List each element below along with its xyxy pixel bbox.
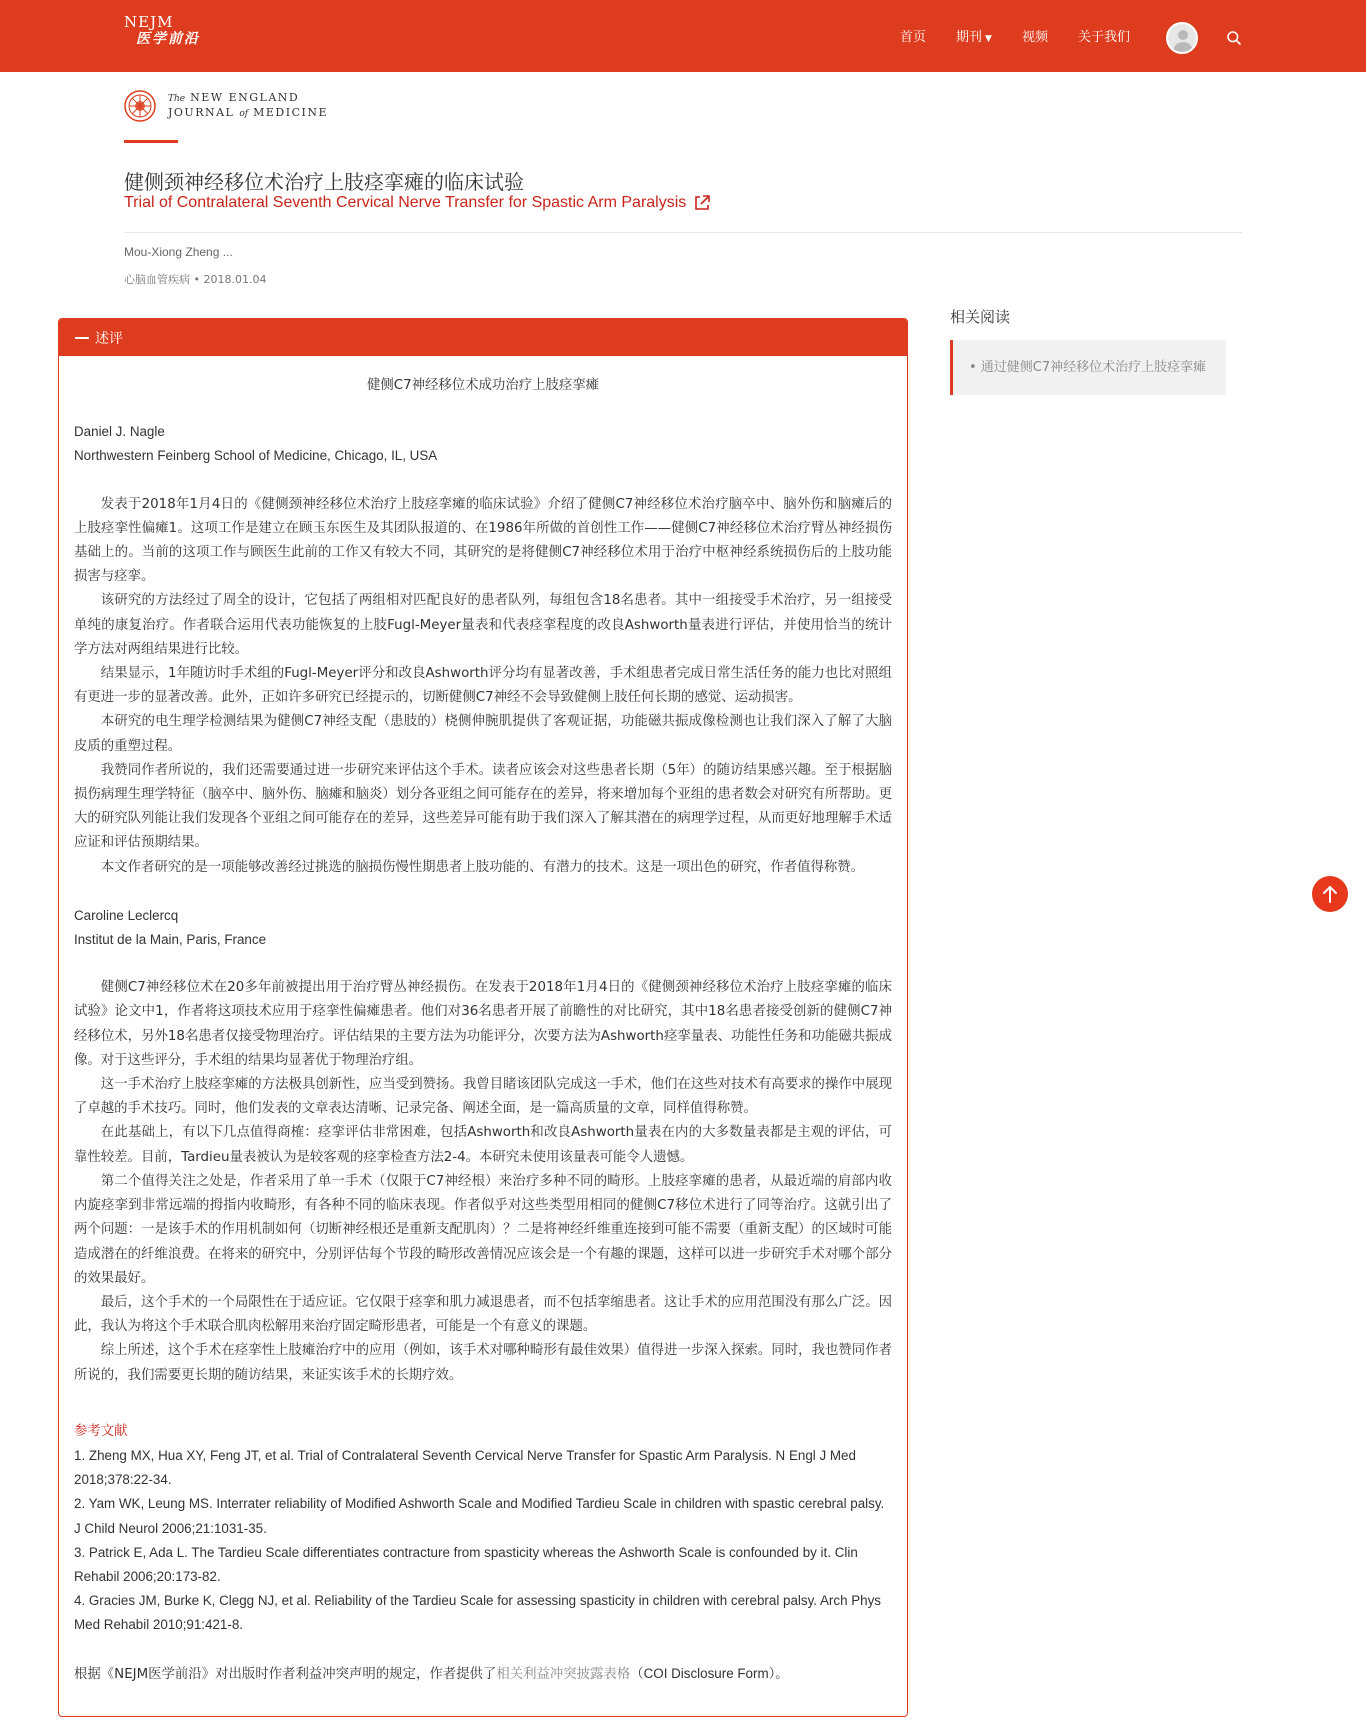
article-meta: 心脑血管疾病 • 2018.01.04 [124,273,267,286]
commentary1-paragraph: 结果显示，1年随访时手术组的Fugl-Meyer评分和改良Ashworth评分均有显著改善，手术组患者完成日常生活任务的能力也比对照组有更进一步的显著改善。此外，正如许多研究已经提示的，切断健侧C7神经不会导致健侧上肢任何长期的感觉、运动损害。 [74,666,892,706]
commentary1-paragraph: 本文作者研究的是一项能够改善经过挑选的脑损伤慢性期患者上肢功能的、有潜力的技术。这是一项出色的研究，作者值得称赞。 [100,859,865,875]
title-divider [124,232,1242,233]
journal-name [168,91,328,121]
spacer [74,880,892,904]
nejm-seal-icon [124,90,156,122]
nav-journal[interactable] [956,26,992,45]
nav-about[interactable]: 关于我们 [1077,30,1130,45]
related-reading-title: 相关阅读 [950,308,1011,326]
article-title-en: Trial of Contralateral Seventh Cervical Nerve Transfer for Spastic Arm Paralysis [124,194,687,211]
disclosure-suffix: （COI Disclosure Form）。 [630,1665,789,1681]
avatar-body-shape [1173,42,1193,54]
reference-item: 3. Patrick E, Ada L. The Tardieu Scale differentiates contracture from spasticity whereas the Ashworth Scale is confounded by it. Clin Rehabil 2006;20:173-82. [74,1544,858,1584]
commentary2-paragraph: 第二个值得关注之处是，作者采用了单一手术（仅限于C7神经根）来治疗多种不同的畸形。上肢痉挛瘫的患者，从最近端的肩部内收内旋痉挛到非常远端的拇指内收畸形，有各种不同的临床表现。作者似乎对这些类型用相同的健侧C7移位术进行了同等治疗。这就引出了两个问题：一是该手术的作用机制如何（切断神经根还是重新支配肌肉）？二是将神经纤维重连接到可能不需要（重新支配）的区域时可能造成潜在的纤维浪费。在将来的研究中，分别评估每个节段的畸形改善情况应该会是一个有趣的课题，这样可以进一步研究手术对哪个部分的效果最好。 [74,1173,892,1286]
nav-video[interactable]: 视频 [1021,30,1048,45]
panel-body [59,356,907,1687]
commentary-title: 健侧C7神经移位术成功治疗上肢痉挛瘫 [366,378,600,393]
commentator1-name: Daniel J. Nagle [74,424,165,440]
journal-line2a: JOURNAL [168,106,235,119]
commentary-panel [58,318,908,1717]
journal-brand [124,90,328,122]
reference-item: 1. Zheng MX, Hua XY, Feng JT, et al. Trial of Contralateral Seventh Cervical Nerve Transfer for Spastic Arm Paralysis. N Engl J Med 2018;378:22-34. [74,1447,856,1488]
reference-item: 2. Yam WK, Leung MS. Interrater reliability of Modified Ashworth Scale and Modified Tardieu Scale in children with spastic cerebral palsy. J Child Neurol 2006;21:1031-35. [74,1496,885,1536]
panel-header [59,319,907,356]
search-icon[interactable] [1226,30,1242,46]
article-authors: Mou-Xiong Zheng ... [124,245,233,259]
journal-line2b: MEDICINE [253,106,328,119]
journal-line1: NEW ENGLAND [190,91,300,104]
spacer [74,1638,892,1662]
journal-the: The [168,94,186,104]
commentator2-affiliation: Institut de la Main, Paris, France [74,932,267,948]
back-to-top-button[interactable] [1312,876,1348,912]
commentary1-paragraph: 该研究的方法经过了周全的设计，它包括了两组相对匹配良好的患者队列，每组包含18名患者。其中一组接受手术治疗，另一组接受单纯的康复治疗。作者联合运用代表功能恢复的上肢Fugl-Meyer量表和代表痉挛程度的改良Ashworth量表进行评估，并使用恰当的统计学方法对两组结果进行比较。 [74,593,892,657]
commentator2-name: Caroline Leclercq [74,907,179,923]
related-reading-item[interactable]: • 通过健侧C7神经移位术治疗上肢痉挛瘫 [950,340,1226,395]
commentary1-paragraph: 我赞同作者所说的，我们还需要通过进一步研究来评估这个手术。读者应该会对这些患者长期（5年）的随访结果感兴趣。至于根据脑损伤病理生理学特征（脑卒中、脑外伤、脑瘫和脑炎）划分各亚组之间可能存在的差异，将来增加每个亚组的患者数会对研究有所帮助。更大的研究队列能让我们发现各个亚组之间可能存在的差异，这些差异可能有助于我们深入了解其潜在的病理学过程，从而更好地理解手术适应证和评估预期结果。 [74,762,892,851]
avatar-head-shape [1178,30,1188,40]
spacer [74,952,892,976]
article-title-cn: 健侧颈神经移位术治疗上肢痉挛瘫的临床试验 [124,170,524,194]
spacer [74,1388,892,1412]
commentary2-paragraph: 这一手术治疗上肢痉挛瘫的方法极具创新性，应当受到赞扬。我曾目睹该团队完成这一手术，他们在这些对技术有高要求的操作中展现了卓越的手术技巧。同时，他们发表的文章表达清晰、记录完备、阐述全面，是一篇高质量的文章，同样值得称赞。 [74,1077,892,1117]
panel-header-label: 述评 [95,331,123,347]
site-logo[interactable] [124,14,200,48]
commentary2-paragraph: 最后，这个手术的一个局限性在于适应证。它仅限于痉挛和肌力减退患者，而不包括挛缩患者。这让手术的应用范围没有那么广泛。因此，我认为将这个手术联合肌肉松解用来治疗固定畸形患者，可能是一个有意义的课题。 [74,1294,892,1335]
logo-nejm-text: NEJM [124,13,174,31]
commentary1-paragraph: 发表于2018年1月4日的《健侧颈神经移位术治疗上肢痉挛瘫的临床试验》介绍了健侧C7神经移位术治疗脑卒中、脑外伤和脑瘫后的上肢痉挛性偏瘫1。这项工作是建立在顾玉东医生及其团队报道的、在1986年所做的首创性工作——健侧C7神经移位术治疗臂丛神经损伤基础上的。当前的这项工作与顾医生此前的工作又有较大不同，其研究的是将健侧C7神经移位术用于治疗中枢神经系统损伤后的上肢功能损害与痉挛。 [74,496,892,585]
spacer [74,469,892,493]
coi-disclosure [74,1662,892,1687]
nav-home[interactable]: 首页 [900,30,927,45]
dash-icon [75,337,89,339]
commentary1-paragraph: 本研究的电生理学检测结果为健侧C7神经支配（患肢的）桡侧伸腕肌提供了客观证据，功能磁共振成像检测也让我们深入了解了大脑皮质的重塑过程。 [74,714,892,754]
disclosure-prefix: 根据《NEJM医学前沿》对出版时作者利益冲突声明的规定，作者提供了 [74,1666,497,1682]
journal-of: of [239,109,249,119]
top-navbar [0,0,1366,72]
main-nav [900,26,1160,45]
commentator1-affiliation: Northwestern Feinberg School of Medicine, Chicago, IL, USA [74,448,438,464]
nav-journal-label: 期刊 [956,30,983,45]
arrow-up-icon [1312,876,1348,912]
external-link-icon[interactable] [693,194,711,212]
logo-cn-text: 医学前沿 [136,31,200,47]
commentary2-paragraph: 综上所述，这个手术在痉挛性上肢瘫治疗中的应用（例如，该手术对哪种畸形有最佳效果）值得进一步深入探索。同时，我也赞同作者所说的，我们需要更长期的随访结果，来证实该手术的长期疗效。 [74,1343,892,1383]
brand-underline [124,140,178,143]
reference-item: 4. Gracies JM, Burke K, Clegg NJ, et al. Reliability of the Tardieu Scale for assessing spasticity in children with cerebral palsy. Arch Phys Med Rehabil 2010;91:421-8. [74,1593,882,1633]
coi-form-link[interactable]: 相关利益冲突披露表格 [496,1666,631,1682]
commentary2-paragraph: 健侧C7神经移位术在20多年前被提出用于治疗臂丛神经损伤。在发表于2018年1月4日的《健侧颈神经移位术治疗上肢痉挛瘫的临床试验》论文中1，作者将这项技术应用于痉挛性偏瘫患者。他们对36名患者开展了前瞻性的对比研究，其中18名患者接受创新的健侧C7神经移位术，另外18名患者仅接受物理治疗。评估结果的主要方法为功能评分，次要方法为Ashworth痉挛量表、功能性任务和功能磁共振成像。对于这些评分，手术组的结果均显著优于物理治疗组。 [74,980,892,1068]
references-heading: 参考文献 [74,1423,128,1439]
caret-down-icon: ▼ [985,34,992,44]
user-avatar[interactable] [1166,22,1198,54]
commentary2-paragraph: 在此基础上，有以下几点值得商榷：痉挛评估非常困难，包括Ashworth和改良Ashworth量表在内的大多数量表都是主观的评估，可靠性较差。目前，Tardieu量表被认为是较客观的痉挛检查方法2-4。本研究未使用该量表可能令人遗憾。 [74,1125,892,1165]
article-title-en-link[interactable] [124,194,711,212]
